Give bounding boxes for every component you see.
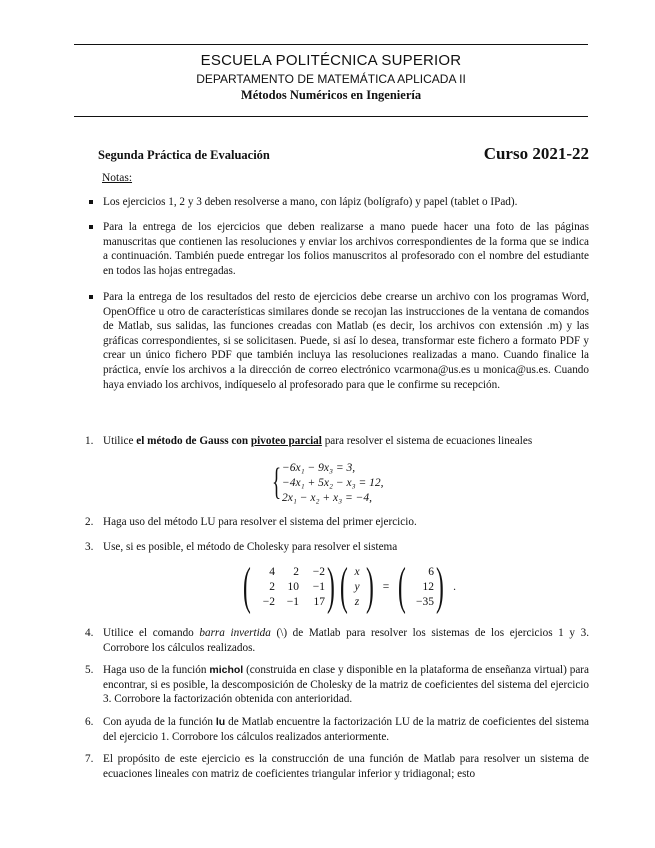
exercise-text: (\) de Matlab para resolver los sistemas de los ejercicios 1 y 3. Corrobore los cálculos realizados. [103, 627, 589, 654]
matrix-cell: 2 [269, 581, 275, 593]
left-brace: { [272, 461, 282, 503]
equation-system [272, 461, 384, 506]
exercise-bold-text: el método de Gauss con [136, 435, 251, 447]
exercise-7 [85, 752, 589, 781]
matrix-cell: −2 [312, 566, 325, 578]
matrix-cell: 10 [287, 581, 299, 593]
exercise-text: Utilice el comando [103, 627, 200, 639]
school-name: ESCUELA POLITÉCNICA SUPERIOR [200, 52, 462, 69]
exercise-number: 6. [85, 716, 94, 728]
exercise-number: 1. [85, 435, 94, 447]
matrix-cell: −2 [262, 596, 275, 608]
equation-line: −6x₁ − 9x₃ = 3, [282, 462, 356, 474]
function-name: michol [209, 664, 244, 676]
notes-list [103, 195, 589, 415]
note-item [103, 220, 589, 278]
exercise-1 [85, 434, 589, 449]
vector-cell: −35 [416, 596, 434, 608]
exercise-text: Haga uso del método LU para resolver el sistema del primer ejercicio. [103, 516, 417, 528]
top-rule [74, 44, 588, 45]
vector-cell: y [354, 581, 360, 593]
exercise-text: para resolver el sistema de ecuaciones lineales [321, 435, 533, 447]
note-item [103, 290, 589, 392]
exercise-number: 2. [85, 516, 94, 528]
right-paren: ) [436, 558, 444, 615]
matrix-cell: 4 [269, 566, 275, 578]
coefficient-matrix [243, 558, 335, 615]
note-text: Para la entrega de los resultados del resto de ejercicios debe crearse un archivo con los programas Word, OpenOffice u otro de características similares donde se recojan las instrucciones de la ventana de comandos de Matlab, sus salidas, las funciones creadas con Matlab (es decir, los archivos con extensión .m) y las gráficas correspondientes, si se solicitasen. Puede, si así lo desea, transformar este fichero a formato PDF y crear un único fichero PDF que también incluya las resoluciones realizadas a mano. Cuando finalice la práctica, envíe los archivos a la dirección de correo electrónico vcarmona@us.es u monica@us.es. Cuando haya enviado los archivos, indíqueselo al profesorado para que le confirme su recepción. [103, 291, 589, 391]
department-name: DEPARTAMENTO DE MATEMÁTICA APLICADA II [196, 72, 466, 86]
bullet-icon [89, 295, 93, 299]
bullet-icon [89, 225, 93, 229]
vector-cell: 6 [428, 566, 434, 578]
exercise-number: 7. [85, 753, 94, 765]
left-paren: ( [340, 558, 348, 615]
note-text: Los ejercicios 1, 2 y 3 deben resolverse a mano, con lápiz (bolígrafo) y papel (tablet o IPad). [103, 196, 518, 208]
exercise-number: 3. [85, 541, 94, 553]
exercise-text: Use, si es posible, el método de Cholesky para resolver el sistema [103, 541, 398, 553]
variable-vector [340, 558, 374, 615]
exercise-4 [85, 626, 589, 655]
exercise-text: de Matlab encuentre la factorización LU de la matriz de coeficientes del sistema del ejercicio 1. Corrobore los cálculos realizados anteriormente. [103, 716, 589, 743]
document-header [74, 52, 588, 103]
equation-line: 2x₁ − x₂ + x₃ = −4, [282, 492, 372, 504]
exercise-text: El propósito de este ejercicio es la construcción de una función de Matlab para resolver un sistema de ecuaciones lineales con matriz de coeficientes triangular inferior y tridiagonal; esto [103, 753, 589, 780]
exercise-number: 5. [85, 664, 94, 676]
exercise-text: (construida en clase y disponible en la plataforma de enseñanza virtual) para encontrar, si es posible, la descomposición de Cholesky de la matriz de coeficientes del sistema del ejercicio 3. Corrobore la factorización obtenida con anterioridad. [103, 664, 589, 706]
matrix-cell: −1 [286, 596, 299, 608]
note-item [103, 195, 589, 210]
left-paren: ( [243, 558, 251, 615]
note-text: Para la entrega de los ejercicios que deben realizarse a mano puede hacer una foto de las páginas manuscritas que contienen las resoluciones y enviar los archivos correspondientes de la forma que se indica a continuación. También puede entregar los folios manuscritos al profesorado con el nombre del estudiante en todos las hojas entregadas. [103, 221, 589, 277]
exercise-number: 4. [85, 627, 94, 639]
exercise-italic-text: barra invertida [199, 627, 271, 639]
right-paren: ) [327, 558, 335, 615]
rhs-vector [398, 558, 448, 615]
exercise-3 [85, 540, 589, 555]
header-rule [74, 116, 588, 117]
function-name: lu [215, 716, 226, 728]
vector-cell: z [354, 596, 360, 608]
matrix-cell: 17 [313, 596, 325, 608]
bullet-icon [89, 200, 93, 204]
period: . [453, 581, 456, 593]
equation-line: −4x₁ + 5x₂ − x₃ = 12, [282, 477, 384, 489]
course-name: Métodos Numéricos en Ingeniería [240, 88, 422, 102]
exercise-text: Con ayuda de la función [103, 716, 216, 728]
vector-cell: x [354, 566, 360, 578]
left-paren: ( [398, 558, 406, 615]
matrix-cell: 2 [293, 566, 299, 578]
exercise-6 [85, 715, 589, 744]
notes-label: Notas: [102, 172, 133, 184]
matrix-cell: −1 [312, 581, 325, 593]
right-paren: ) [366, 558, 374, 615]
vector-cell: 12 [422, 581, 434, 593]
exercise-5 [85, 663, 589, 707]
course-year: Curso 2021-22 [483, 144, 589, 163]
exercise-2 [85, 515, 589, 530]
exercise-bold-underlined-text: pivoteo parcial [250, 435, 322, 447]
practice-title: Segunda Práctica de Evaluación [98, 148, 270, 162]
exercise-text: Utilice [103, 435, 137, 447]
equals-sign: = [382, 581, 390, 593]
exercise-text: Haga uso de la función [103, 664, 210, 676]
